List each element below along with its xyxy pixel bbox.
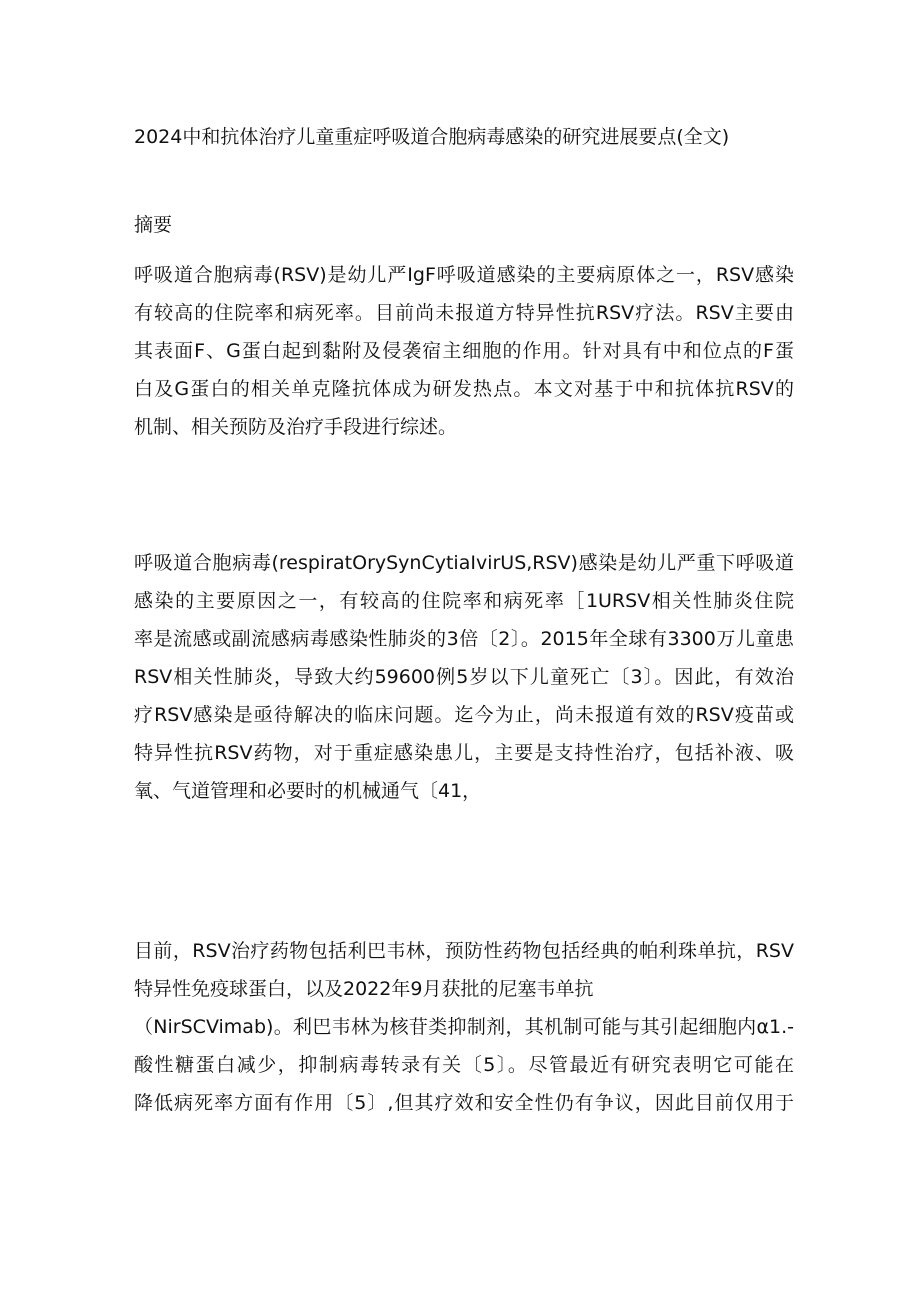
intro-line: 呼吸道合胞病毒(respiratOrySynCytiaIvirUS,RSV)感染是幼儿严重下呼吸道 (134, 552, 794, 574)
abstract-paragraph (134, 256, 794, 446)
intro-line: RSV相关性肺炎，导致大约59600例5岁以下儿童死亡〔3〕。因此，有效治 (134, 666, 794, 688)
treatment-paragraph (134, 932, 794, 1122)
treatment-line: （NirSCVimab)。利巴韦林为核苷类抑制剂，其机制可能与其引起细胞内α1.- (134, 1016, 794, 1038)
treatment-line: 酸性糖蛋白减少，抑制病毒转录有关〔5〕。尽管最近有研究表明它可能在 (134, 1054, 794, 1076)
intro-line: 疗RSV感染是亟待解决的临床问题。迄今为止，尚未报道有效的RSV疫苗或 (134, 704, 794, 726)
document-title: 2024中和抗体治疗儿童重症呼吸道合胞病毒感染的研究进展要点(全文) (134, 126, 730, 148)
treatment-line: 降低病死率方面有作用〔5〕,但其疗效和安全性仍有争议，因此目前仅用于 (134, 1092, 794, 1114)
abstract-line: 呼吸道合胞病毒(RSV)是幼儿严IgF呼吸道感染的主要病原体之一，RSV感染 (134, 264, 794, 286)
intro-line: 感染的主要原因之一，有较高的住院率和病死率［1URSV相关性肺炎住院 (134, 590, 794, 612)
intro-line: 氧、气道管理和必要时的机械通气〔41， (134, 780, 482, 802)
intro-line: 特异性抗RSV药物，对于重症感染患儿，主要是支持性治疗，包括补液、吸 (134, 742, 794, 764)
abstract-line: 其表面F、G蛋白起到黏附及侵袭宿主细胞的作用。针对具有中和位点的F蛋 (134, 340, 794, 362)
intro-paragraph (134, 544, 794, 810)
abstract-line: 有较高的住院率和病死率。目前尚未报道方特异性抗RSV疗法。RSV主要由 (134, 302, 794, 324)
abstract-line: 机制、相关预防及治疗手段进行综述。 (134, 416, 458, 438)
treatment-line: 特异性免疫球蛋白，以及2022年9月获批的尼塞韦单抗 (134, 978, 594, 1000)
treatment-line: 目前，RSV治疗药物包括利巴韦林，预防性药物包括经典的帕利珠单抗，RSV (134, 940, 794, 962)
abstract-line: 白及G蛋白的相关单克隆抗体成为研发热点。本文对基于中和抗体抗RSV的 (134, 378, 794, 400)
abstract-heading: 摘要 (134, 214, 173, 236)
intro-line: 率是流感或副流感病毒感染性肺炎的3倍〔2〕。2015年全球有3300万儿童患 (134, 628, 794, 650)
